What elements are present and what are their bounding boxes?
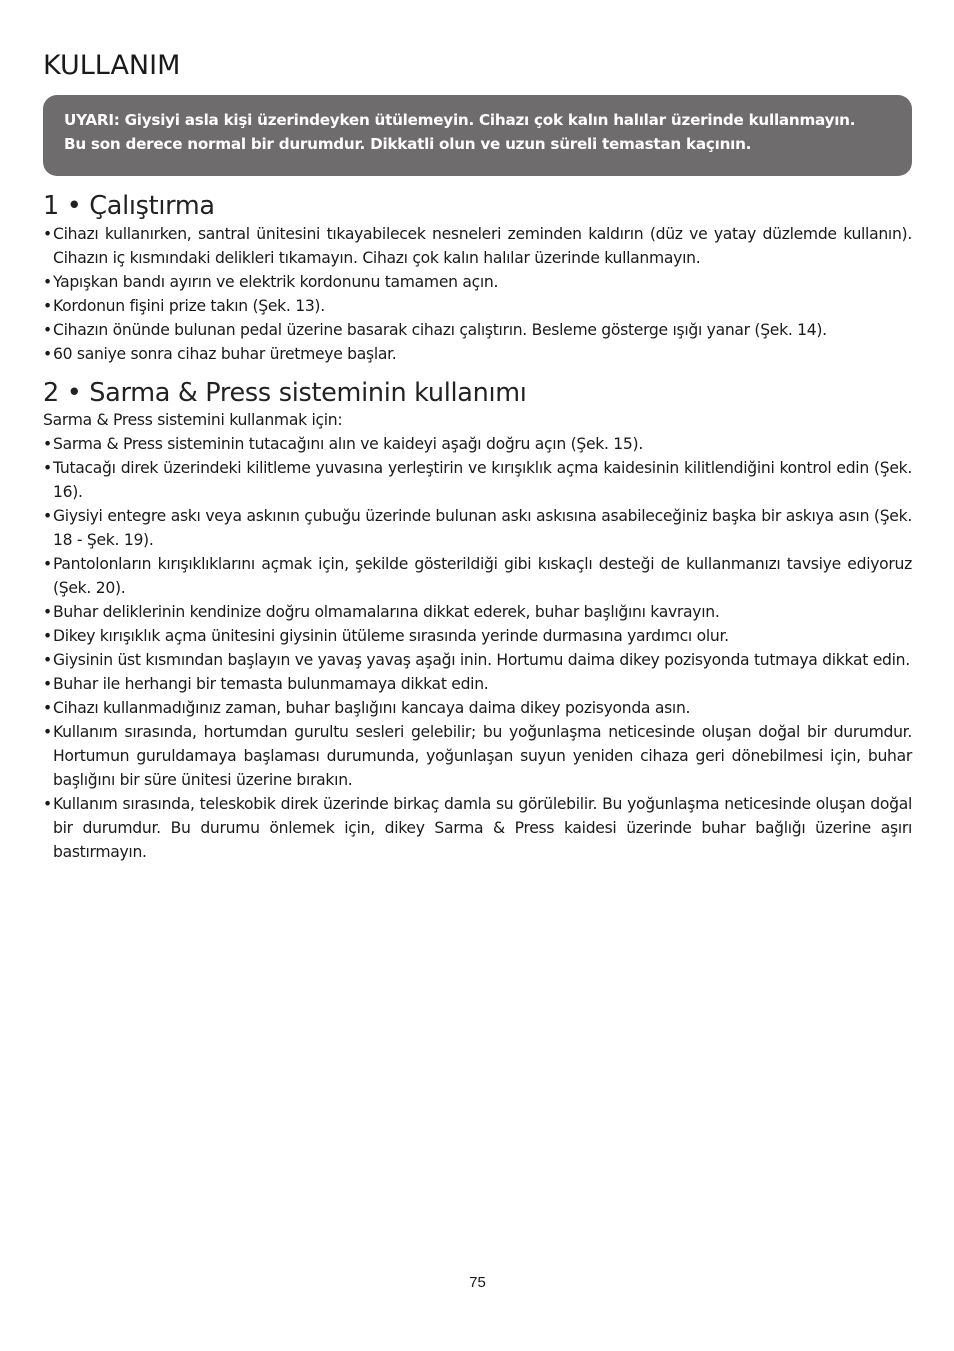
section-2-intro: Sarma & Press sistemini kullanmak için:: [43, 411, 343, 429]
section-1-body: [43, 222, 912, 366]
page-title: KULLANIM: [43, 50, 181, 81]
list-item: • Tutacağı direk üzerindeki kilitleme yuvasına yerleştirin ve kırışıklık açma kaidesinin kilitlendiğini kontrol edin (Şek. 16).: [43, 456, 912, 504]
warning-line-2: Bu son derece normal bir durumdur. Dikkatli olun ve uzun süreli temastan kaçının.: [64, 135, 752, 153]
list-item: • Buhar ile herhangi bir temasta bulunmamaya dikkat edin.: [43, 672, 912, 696]
page-number: 75: [469, 1274, 486, 1291]
list-item: • 60 saniye sonra cihaz buhar üretmeye başlar.: [43, 342, 912, 366]
list-item: • Sarma & Press sisteminin tutacağını alın ve kaideyi aşağı doğru açın (Şek. 15).: [43, 432, 912, 456]
list-item: • Pantolonların kırışıklıklarını açmak için, şekilde gösterildiği gibi kıskaçlı desteği de kullanmanızı tavsiye ediyoruz (Şek. 20).: [43, 552, 912, 600]
list-item: • Cihazı kullanırken, santral ünitesini tıkayabilecek nesneleri zeminden kaldırın (düz ve yatay düzlemde kullanın). Cihazın iç kısmındaki delikleri tıkamayın. Cihazı çok kalın halılar üzerinde kullanmayın.: [43, 222, 912, 270]
warning-line-1: UYARI: Giysiyi asla kişi üzerindeyken ütülemeyin. Cihazı çok kalın halılar üzerinde kullanmayın.: [64, 111, 856, 129]
list-item: • Dikey kırışıklık açma ünitesini giysinin ütüleme sırasında yerinde durmasına yardımcı olur.: [43, 624, 912, 648]
list-item: • Buhar deliklerinin kendinize doğru olmamalarına dikkat ederek, buhar başlığını kavrayın.: [43, 600, 912, 624]
list-item: • Cihazın önünde bulunan pedal üzerine basarak cihazı çalıştırın. Besleme gösterge ışığı yanar (Şek. 14).: [43, 318, 912, 342]
section-2-title: 2 • Sarma & Press sisteminin kullanımı: [43, 378, 527, 408]
list-item: • Giysinin üst kısmından başlayın ve yavaş yavaş aşağı inin. Hortumu daima dikey pozisyonda tutmaya dikkat edin.: [43, 648, 912, 672]
list-item: • Kordonun fişini prize takın (Şek. 13).: [43, 294, 912, 318]
list-item: • Kullanım sırasında, hortumdan gurultu sesleri gelebilir; bu yoğunlaşma neticesinde oluşan doğal bir durumdur. Hortumun guruldamaya başlaması durumunda, yoğunlaşan suyun yeniden cihaza geri dönebilmesi için, buhar başlığını bir süre ünitesi üzerine bırakın.: [43, 720, 912, 792]
warning-box: [43, 95, 912, 176]
section-1-title: 1 • Çalıştırma: [43, 191, 215, 221]
section-1-list: [43, 222, 912, 366]
list-item: • Kullanım sırasında, teleskobik direk üzerinde birkaç damla su görülebilir. Bu yoğunlaşma neticesinde oluşan doğal bir durumdur. Bu durumu önlemek için, dikey Sarma & Press kaidesi üzerinde buhar bağlığı üzerine aşırı bastırmayın.: [43, 792, 912, 864]
list-item: • Cihazı kullanmadığınız zaman, buhar başlığını kancaya daima dikey pozisyonda asın.: [43, 696, 912, 720]
section-2-list: [43, 432, 912, 864]
list-item: • Giysiyi entegre askı veya askının çubuğu üzerinde bulunan askı askısına asabileceğiniz başka bir askıya asın (Şek. 18 - Şek. 19).: [43, 504, 912, 552]
section-2-body: [43, 408, 912, 864]
list-item: • Yapışkan bandı ayırın ve elektrik kordonunu tamamen açın.: [43, 270, 912, 294]
